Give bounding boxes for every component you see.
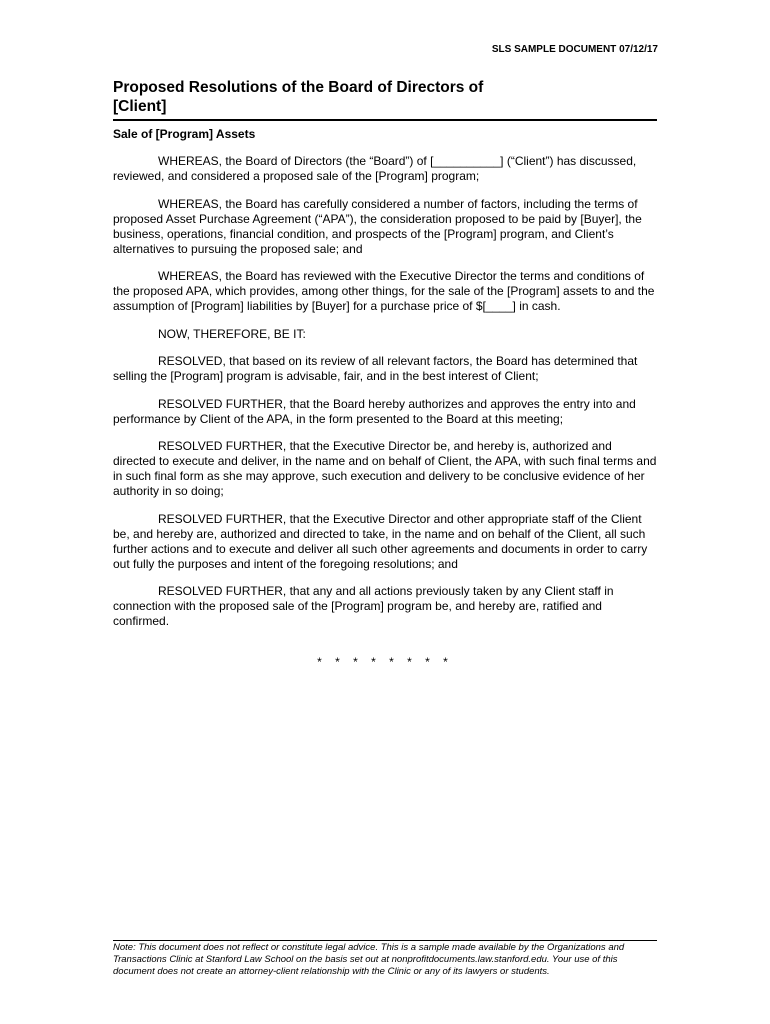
paragraph: WHEREAS, the Board of Directors (the “Board”) of [__________] (“Client”) has discussed, reviewed, and considered a proposed sale of the [Program] program; [113, 154, 637, 183]
paragraph: NOW, THEREFORE, BE IT: [158, 326, 306, 341]
paragraph: WHEREAS, the Board has reviewed with the Executive Director the terms and conditions of the proposed APA, which provides, among other things, for the sale of the [Program] assets to and the assumption of [Program] liabilities by [Buyer] for a purchase price of $[____] in cash. [113, 269, 655, 313]
title-line-1: Proposed Resolutions of the Board of Directors of [113, 79, 484, 96]
title-line-2: [Client] [113, 98, 167, 115]
paragraph: RESOLVED FURTHER, that the Executive Director and other appropriate staff of the Client be, and hereby are, authorized and directed to take, in the name and on behalf of the Client, all such further actions and to execute and deliver all such other agreements and documents in order to carry out fully the purposes and intent of the foregoing resolutions; and [113, 511, 648, 571]
footnote: Note: This document does not reflect or constitute legal advice. This is a sample made available by the Organizations and Transactions Clinic at Stanford Law School on the basis set out at nonprofitdocuments.law.stanford.edu. Your use of this document does not create an attorney-client relationship with the Clinic or any of its lawyers or students. [113, 942, 625, 977]
end-marks: * * * * * * * * [317, 655, 453, 669]
title-divider [113, 119, 657, 121]
section-heading: Sale of [Program] Assets [113, 127, 256, 141]
paragraph: RESOLVED, that based on its review of all relevant factors, the Board has determined that selling the [Program] program is advisable, fair, and in the best interest of Client; [113, 354, 638, 383]
document-tag: SLS SAMPLE DOCUMENT 07/12/17 [491, 44, 658, 55]
paragraph: WHEREAS, the Board has carefully considered a number of factors, including the terms of proposed Asset Purchase Agreement (“APA”), the consideration proposed to be paid by [Buyer], the business, operations, financial condition, and prospects of the [Program] program, and Client’s alternatives to pursuing the proposed sale; and [113, 196, 642, 256]
resolution-body [113, 154, 657, 642]
paragraph: RESOLVED FURTHER, that any and all actions previously taken by any Client staff in connection with the proposed sale of the [Program] program be, and hereby are, ratified and confirmed. [113, 584, 614, 628]
footnote-divider [113, 940, 657, 941]
paragraph: RESOLVED FURTHER, that the Executive Director be, and hereby is, authorized and directed to execute and deliver, in the name and on behalf of Client, the APA, with such final terms and in such final form as she may approve, such execution and delivery to be conclusive evidence of her authority in so doing; [113, 439, 657, 498]
document-title [113, 78, 657, 116]
paragraph: RESOLVED FURTHER, that the Board hereby authorizes and approves the entry into and performance by Client of the APA, in the form presented to the Board at this meeting; [113, 396, 636, 426]
